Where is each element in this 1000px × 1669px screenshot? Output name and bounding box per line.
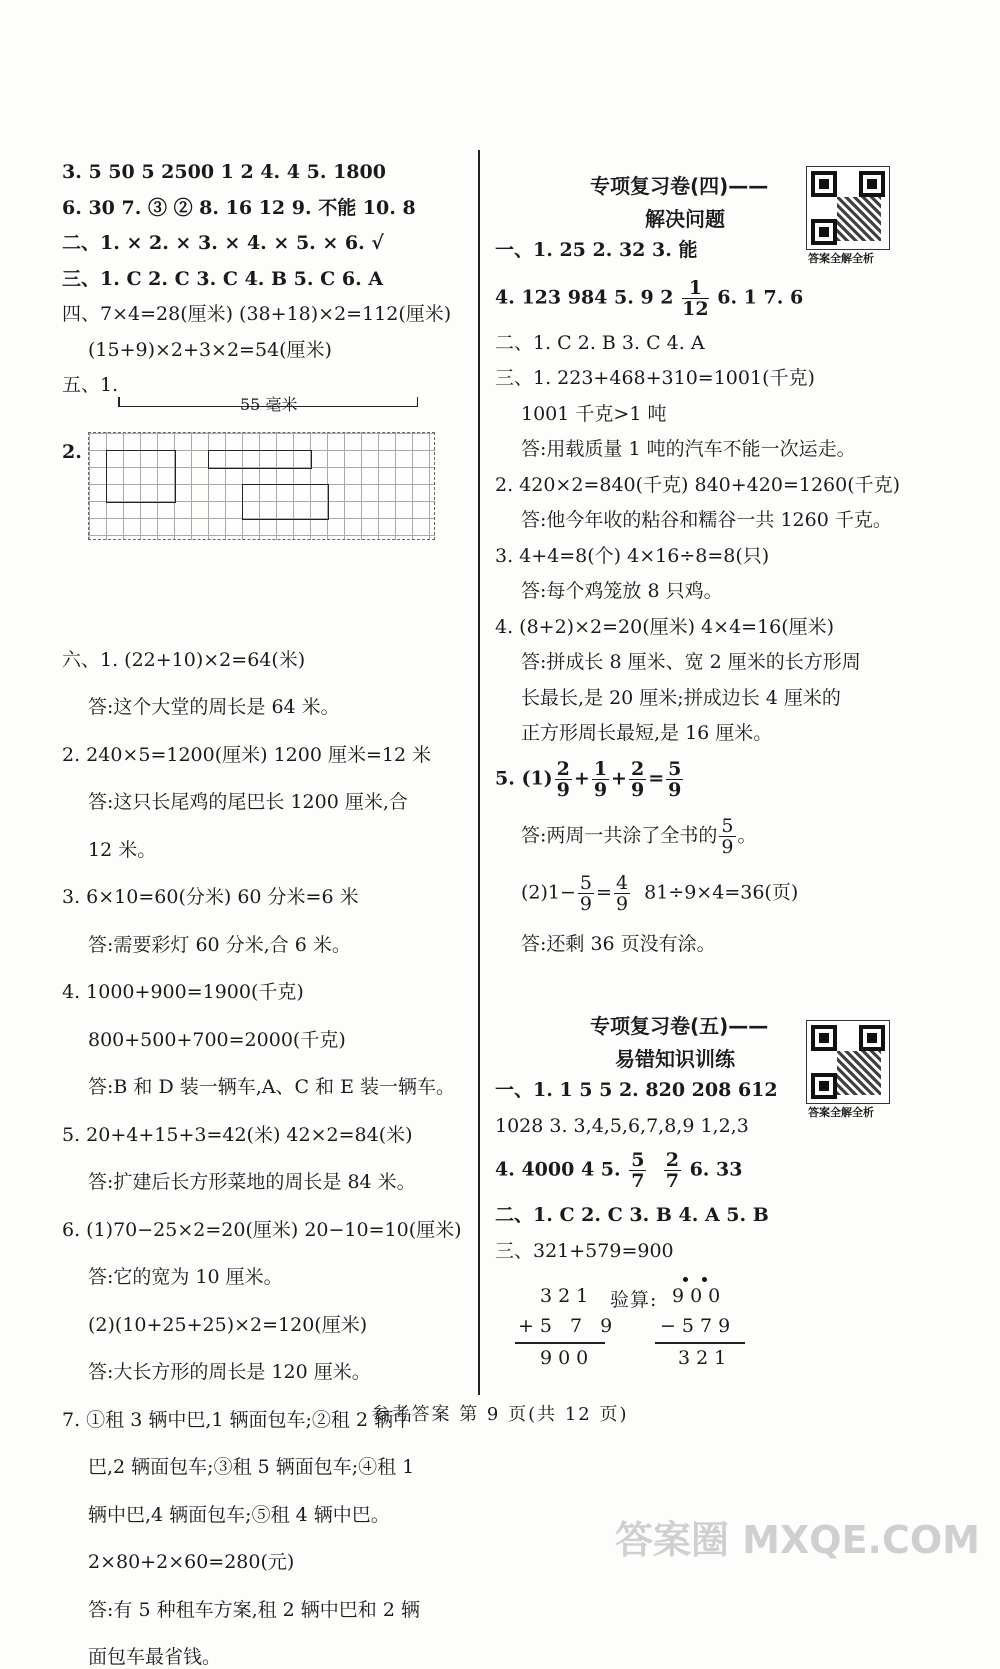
- answer-line: 答:他今年收的粘谷和糯谷一共 1260 千克。: [521, 509, 892, 531]
- numerator: 5: [721, 815, 734, 837]
- numerator: 2: [630, 758, 645, 780]
- denominator: 9: [593, 779, 608, 801]
- answer-line: 1028 3. 3,4,5,6,7,8,9 1,2,3: [495, 1115, 749, 1137]
- answer-line-frac: [495, 278, 915, 319]
- calc-rule: [515, 1342, 605, 1344]
- q5-2-answer: 答:还剩 36 页没有涂。: [521, 933, 716, 955]
- answer-line: 3. 5 50 5 2500 1 2 4. 4 5. 1800: [62, 161, 386, 183]
- calc-subtrahend: −579: [660, 1315, 737, 1337]
- answer-line: 6. (1)70−25×2=20(厘米) 20−10=10(厘米): [62, 1218, 462, 1241]
- answer-line: 12 米。: [88, 838, 157, 861]
- text: 5. (1): [495, 767, 553, 790]
- qr-caption: 答案全解全析: [808, 252, 874, 265]
- borrow-dot: [683, 1277, 688, 1282]
- column-divider: [478, 150, 480, 1395]
- answer-line: 2. 240×5=1200(厘米) 1200 厘米=12 米: [62, 743, 432, 766]
- answer-line: 长最长,是 20 厘米;拼成边长 4 厘米的: [521, 686, 841, 709]
- section-title-5: 专项复习卷(五)——: [590, 1014, 769, 1038]
- answer-line: 答:每个鸡笼放 8 只鸡。: [521, 580, 723, 602]
- answer-line: 三、1. C 2. C 3. C 4. B 5. C 6. A: [62, 267, 384, 290]
- denominator: 9: [556, 779, 570, 801]
- numerator: 1: [593, 758, 608, 780]
- answer-line: 答:它的宽为 10 厘米。: [88, 1266, 283, 1288]
- numerator: 2: [556, 758, 570, 780]
- answer-line: 2×80+2×60=280(元): [88, 1551, 295, 1573]
- answer-line: 答:这只长尾鸡的尾巴长 1200 厘米,合: [88, 791, 408, 813]
- answer-line: 五、1.: [62, 374, 119, 396]
- q5-2-line: (2)1− $\frac{5}{9}$ = $\frac{4}{9}$ 81÷9×4=36(页): [521, 872, 799, 915]
- answer-line: 2. 420×2=840(千克) 840+420=1260(千克): [495, 473, 901, 496]
- q5-line: 5. (1) $\frac{2}{9}$ + $\frac{1}{9}$ + $\frac{2}{9}$ = $\frac{5}{9}$: [495, 758, 682, 801]
- text: 。: [737, 824, 757, 847]
- text: 6. 1 7. 6: [717, 286, 804, 309]
- numerator: 5: [579, 872, 593, 894]
- section4-lines: [495, 331, 915, 746]
- text: 4. 4000 4 5.: [495, 1158, 621, 1181]
- answer-line: 答:这个大堂的周长是 64 米。: [88, 696, 340, 718]
- numerator: 4: [615, 872, 629, 894]
- answer-line: (15+9)×2+3×2=54(厘米): [88, 338, 332, 361]
- answer-line: 三、321+579=900: [495, 1240, 674, 1262]
- section-subtitle-4: 解决问题: [645, 207, 725, 231]
- denominator: 9: [630, 779, 645, 801]
- fraction: [719, 816, 735, 857]
- section-title-4: 专项复习卷(四)——: [590, 174, 769, 198]
- fraction: [666, 759, 683, 800]
- answer-line: 答:有 5 种租车方案,租 2 辆中巴和 2 辆: [88, 1598, 420, 1621]
- dotted-grid: [88, 432, 435, 540]
- answer-line: 二、1. C 2. B 3. C 4. A: [495, 331, 705, 354]
- answer-line: 6. 30 7. ③ ② 8. 16 12 9. 不能 10. 8: [62, 196, 416, 219]
- answer-line: 巴,2 辆面包车;③租 5 辆面包车;④租 1: [88, 1456, 415, 1478]
- fraction: [555, 759, 572, 800]
- text: 4. 123 984 5. 9 2: [495, 286, 674, 309]
- answer-line: (2)(10+25+25)×2=120(厘米): [88, 1313, 368, 1336]
- answer-line: 二、1. × 2. × 3. × 4. × 5. × 6. √: [62, 232, 384, 254]
- answer-line: 4. 1000+900=1900(千克): [62, 981, 304, 1003]
- calc-minuend: 900: [672, 1285, 727, 1307]
- calc-rule: [655, 1342, 745, 1344]
- calc-addend: 321: [540, 1285, 595, 1307]
- answer-line: 辆中巴,4 辆面包车;⑤租 4 辆中巴。: [88, 1503, 390, 1526]
- answer-line: 答:扩建后长方形菜地的周长是 84 米。: [88, 1171, 416, 1193]
- answer-line: 答:需要彩灯 60 分米,合 6 米。: [88, 933, 351, 956]
- grid-label: 2.: [62, 441, 82, 463]
- answer-line: 答:大长方形的周长是 120 厘米。: [88, 1361, 371, 1383]
- q5-answer: [495, 816, 915, 857]
- denominator: 9: [721, 836, 734, 858]
- left-answers: [62, 552, 462, 1668]
- ruler-label: 55 毫米: [240, 395, 298, 414]
- answer-line: 一、1. 25 2. 32 3. 能: [495, 239, 698, 261]
- text: 答:两周一共涂了全书的: [521, 824, 718, 847]
- verify-label: 验算:: [610, 1289, 658, 1311]
- fraction: [592, 759, 609, 800]
- rectangle-shape: [106, 450, 176, 503]
- calc-sum: 900: [540, 1347, 595, 1369]
- answer-line: 800+500+700=2000(千克): [88, 1028, 346, 1051]
- answer-line: 四、7×4=28(厘米) (38+18)×2=112(厘米): [62, 303, 452, 325]
- fraction: [614, 873, 630, 914]
- fraction: [682, 278, 708, 319]
- numerator: 1: [682, 278, 708, 299]
- numerator: 2: [665, 1149, 679, 1171]
- watermark: 答案圈 MXQE.COM: [614, 1518, 980, 1562]
- answer-line: 5. 20+4+15+3=42(米) 42×2=84(米): [62, 1123, 413, 1146]
- answer-line: 三、1. 223+468+310=1001(千克): [495, 367, 815, 389]
- answer-line-frac: [495, 1150, 915, 1191]
- answer-line: 面包车最省钱。: [88, 1646, 222, 1668]
- page-footer: 参考答案 第 9 页(共 12 页): [371, 1404, 629, 1425]
- answer-line: 六、1. (22+10)×2=64(米): [62, 648, 306, 671]
- answer-line: 7. ①租 3 辆中巴,1 辆面包车;②租 2 辆中: [62, 1408, 413, 1431]
- answer-line: 正方形周长最短,是 16 厘米。: [521, 722, 773, 744]
- borrow-dot: [702, 1277, 707, 1282]
- answer-line: 3. 6×10=60(分米) 60 分米=6 米: [62, 886, 359, 908]
- answer-line: 3. 4+4=8(个) 4×16÷8=8(只): [495, 544, 770, 567]
- denominator: 9: [615, 893, 629, 915]
- denominator: 7: [631, 1170, 645, 1192]
- answer-line: 1001 千克>1 吨: [521, 402, 667, 425]
- fraction: [629, 1150, 646, 1191]
- answer-line: 答:拼成长 8 厘米、宽 2 厘米的长方形周: [521, 651, 861, 673]
- denominator: 12: [682, 298, 709, 320]
- right-column: [495, 238, 915, 956]
- calc-difference: 321: [678, 1347, 733, 1369]
- fraction: [578, 873, 594, 914]
- answer-line: 二、1. C 2. C 3. B 4. A 5. B: [495, 1204, 769, 1226]
- numerator: 5: [668, 758, 682, 780]
- denominator: 7: [665, 1170, 679, 1192]
- text: 6. 33: [689, 1158, 743, 1181]
- fraction: [664, 1150, 681, 1191]
- qr-caption: 答案全解全析: [808, 1106, 874, 1119]
- answer-line: 一、1. 1 5 5 2. 820 208 612: [495, 1079, 778, 1101]
- answer-line: 4. (8+2)×2=20(厘米) 4×4=16(厘米): [495, 615, 835, 638]
- text: (2)1−: [521, 881, 576, 904]
- denominator: 9: [579, 893, 593, 915]
- numerator: 5: [631, 1149, 645, 1171]
- text: 81÷9×4=36(页): [644, 881, 799, 904]
- rectangle-shape: [208, 450, 312, 469]
- rectangle-shape: [242, 484, 329, 520]
- section5: [495, 1078, 915, 1263]
- fraction: [629, 759, 646, 800]
- calc-addend2: +5 7 9: [518, 1315, 619, 1337]
- answer-line: 答:B 和 D 装一辆车,A、C 和 E 装一辆车。: [88, 1076, 456, 1098]
- answer-line: 答:用载质量 1 吨的汽车不能一次运走。: [521, 438, 856, 460]
- denominator: 9: [668, 779, 682, 801]
- section-subtitle-5: 易错知识训练: [615, 1047, 735, 1071]
